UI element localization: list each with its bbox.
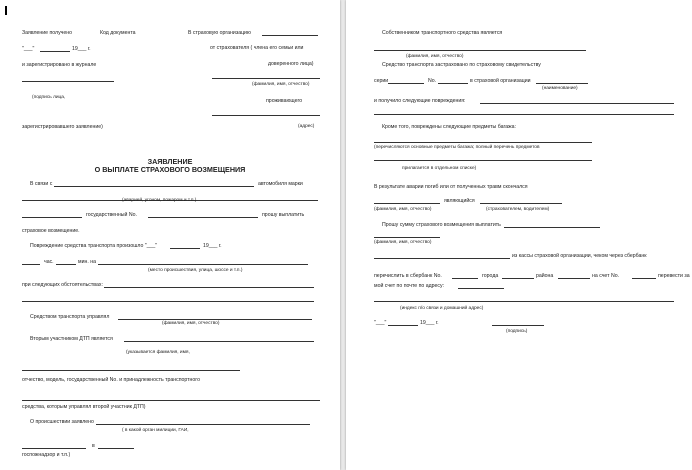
owner-line	[374, 50, 586, 51]
car-brand-label: автомобиля марки	[258, 181, 303, 187]
transfer-label: перечислить в сбербанк No.	[374, 273, 442, 279]
damage-month-line	[170, 248, 200, 249]
address-hint: (адрес)	[298, 124, 315, 129]
baggage-line-2	[374, 160, 592, 161]
address-line	[374, 301, 674, 302]
sign-date-line	[388, 325, 418, 326]
recipient-line	[374, 237, 440, 238]
minute-line	[56, 264, 76, 265]
doc-code-label: Код документа	[100, 30, 136, 36]
second-participant-line-2	[22, 370, 240, 371]
no-label: No.	[428, 78, 437, 84]
authority-time-line	[98, 448, 134, 449]
hour-label: час.	[44, 259, 54, 265]
date-stub: "___"	[22, 46, 35, 52]
circumstances-label: при следующих обстоятельствах:	[22, 282, 103, 288]
second-participant-hint: (указывается фамилия, имя,	[126, 350, 190, 355]
signature-line	[492, 325, 544, 326]
damages-line-2	[374, 114, 674, 115]
event-line	[54, 186, 254, 187]
patronymic-model-label: отчество, модель, государственный No. и принадлежность транспортного	[22, 377, 200, 383]
driver-line	[118, 319, 312, 320]
baggage-hint: (перечисляются основные предметы багажа; полный перечень предметов	[374, 145, 540, 150]
org-name-hint: (наименование)	[542, 86, 578, 91]
insurer-field-line	[262, 35, 318, 36]
text-cursor	[5, 6, 7, 15]
amount-line	[374, 258, 510, 259]
sign-date-stub: "___"	[374, 320, 387, 326]
account-label: на счет No.	[592, 273, 620, 279]
accident-hint: (аварией, угоном, пожаром и т.п.)	[122, 198, 197, 203]
number-line	[438, 83, 468, 84]
death-label: В результате аварии погиб или от полученных травм скончался	[374, 184, 528, 190]
journal-line	[22, 81, 114, 82]
second-participant-label: Вторым участником ДТП является	[30, 336, 113, 342]
statement-subtitle: О ВЫПЛАТЕ СТРАХОВОГО ВОЗМЕЩЕНИЯ	[94, 165, 246, 174]
circumstances-line-2	[22, 301, 314, 302]
account-line	[632, 278, 656, 279]
incident-reported-label: О происшествии заявлено	[30, 419, 94, 425]
damages-label: и получило следующие повреждения:	[374, 98, 466, 104]
district-line	[558, 278, 590, 279]
recipient-fio-hint: (фамилия, имя, отчество)	[374, 240, 432, 245]
deceased-fio-hint: (фамилия, имя, отчество)	[374, 207, 432, 212]
document-page-right	[346, 0, 692, 470]
district-label: района	[536, 273, 554, 279]
circumstances-line	[104, 287, 314, 288]
damages-line	[480, 103, 674, 104]
owner-fio-hint: (фамилия, имя, отчество)	[406, 54, 464, 59]
my-account-label: мой счет по почте по адресу:	[374, 283, 445, 289]
authority-line	[22, 448, 86, 449]
driver-fio-hint: (фамилия, имя, отчество)	[162, 321, 220, 326]
vehicle-driven-hint: средства, которым управлял второй участник ДТП)	[22, 404, 146, 410]
bank-no-line	[452, 278, 478, 279]
proxy-label: доверенного лица)	[268, 61, 314, 67]
to-insurer-label: В страховую организацию	[188, 30, 251, 36]
damage-date-label: Повреждение средства транспорта произошло "___"	[30, 243, 158, 249]
in-org-label: в страховой организации	[470, 78, 531, 84]
from-cash-label: из кассы страховой организации, чеком через сбербанк	[512, 253, 647, 259]
request-pay-label: прошу выплатить	[262, 212, 305, 218]
received-label: Заявление получено	[22, 30, 73, 36]
minute-label: мин. на	[78, 259, 96, 265]
vehicle-line	[22, 400, 320, 401]
in-connection-label: В связи с	[30, 181, 53, 187]
series-line	[388, 83, 424, 84]
state-no-label: государственный No.	[86, 212, 137, 218]
hour-line	[22, 264, 40, 265]
statement-title: ЗАЯВЛЕНИЕ	[147, 157, 193, 166]
year-suffix: 19___ г.	[72, 46, 91, 52]
address-line	[212, 115, 320, 116]
fio-hint: (фамилия, имя, отчество)	[252, 82, 310, 87]
place-line	[98, 264, 308, 265]
city-line	[502, 278, 534, 279]
baggage-label: Кроме того, повреждены следующие предметы багажа:	[382, 124, 516, 130]
mail-address-line	[458, 288, 504, 289]
from-insured-label: от страхователя ( члена его семьи или	[210, 45, 304, 51]
gospozh-hint: госпожнадзор и т.п.)	[22, 452, 71, 458]
relation-hint: (страхователем, водителем)	[486, 207, 550, 212]
signature-hint: (подпись лица,	[32, 95, 66, 100]
city-label: города	[482, 273, 499, 279]
in-word: в	[92, 443, 95, 449]
reg-statement-hint: зарегистрировавшего заявление)	[22, 124, 103, 130]
who-is-label: являющийся	[444, 198, 475, 204]
place-hint: (место происшествия, улица, шоссе и т.п.)	[148, 268, 243, 273]
date-line	[40, 51, 70, 52]
police-hint: ( в какой орган милиции, ГАИ,	[122, 428, 189, 433]
document-page-left	[0, 0, 340, 470]
registered-label: и зарегистрировано в журнале	[22, 62, 97, 68]
residing-label: проживающего	[266, 98, 303, 104]
owner-label: Собственником транспортного средства является	[382, 30, 503, 36]
insured-line-label: Средство транспорта застраховано по страховому свидетельству	[382, 62, 541, 68]
org-line	[536, 83, 588, 84]
baggage-line	[374, 142, 592, 143]
request-sum-line	[504, 227, 600, 228]
state-prefix-line	[22, 217, 82, 218]
compensation-label: страховое возмещение.	[22, 228, 80, 234]
insured-fio-line	[212, 78, 320, 79]
series-label: серии	[374, 78, 389, 84]
signature-hint: (подпись)	[506, 329, 528, 334]
sign-year: 19___ г.	[420, 320, 439, 326]
send-mail-label: перевести за	[658, 273, 690, 279]
index-hint: (индекс п/о связи и домашний адрес)	[400, 306, 484, 311]
state-no-line	[148, 217, 258, 218]
second-participant-line	[124, 341, 314, 342]
deceased-line	[374, 203, 440, 204]
request-sum-label: Прошу сумму страхового возмещения выплатить	[382, 222, 501, 228]
incident-reported-line	[96, 424, 310, 425]
attached-list-hint: прилагается в отдельном списке)	[402, 166, 477, 171]
relation-line	[480, 203, 562, 204]
damage-year: 19___ г.	[203, 243, 222, 249]
driver-label: Средством транспорта управлял	[30, 314, 110, 320]
